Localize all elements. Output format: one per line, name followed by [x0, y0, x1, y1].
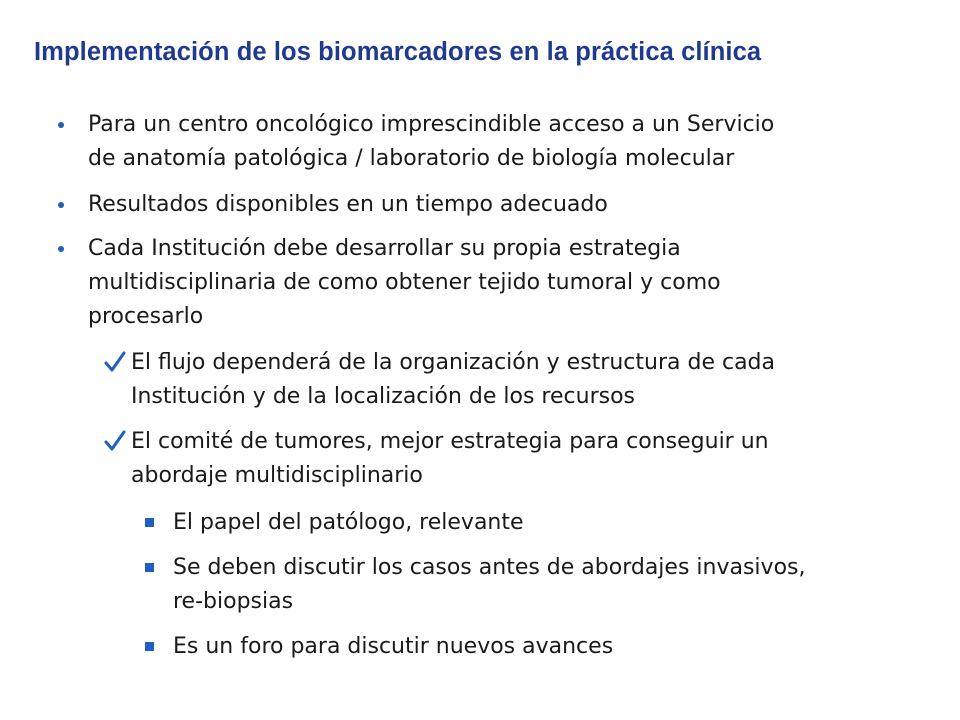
round-bullet-icon — [58, 246, 64, 252]
round-bullet-icon — [58, 122, 64, 128]
square-bullet-icon — [145, 518, 154, 527]
list-item — [145, 506, 933, 540]
list-item-line: procesarlo — [88, 304, 204, 329]
square-bullet-icon — [145, 642, 154, 651]
list-item-line: Para un centro oncológico imprescindible acceso a un Servicio — [88, 112, 775, 137]
list-item — [58, 232, 928, 334]
checkmark-icon — [104, 350, 126, 374]
list-item-line: El papel del patólogo, relevante — [173, 510, 524, 535]
list-item-line: Se deben discutir los casos antes de abordajes invasivos, — [173, 555, 806, 580]
list-item — [145, 630, 933, 664]
checkmark-icon-glyph — [104, 429, 126, 453]
checkmark-icon — [104, 429, 126, 453]
list-item-line: Es un foro para discutir nuevos avances — [173, 634, 614, 659]
round-bullet-icon — [58, 202, 64, 208]
list-item — [58, 108, 928, 176]
list-item — [145, 551, 933, 619]
checkmark-icon-glyph — [104, 350, 126, 374]
list-item — [58, 188, 928, 222]
slide-title: Implementación de los biomarcadores en la práctica clínica — [34, 38, 762, 66]
list-item-line: El comité de tumores, mejor estrategia para conseguir un — [131, 429, 769, 454]
list-item-line: re-biopsias — [173, 589, 294, 614]
list-item-line: multidisciplinaria de como obtener tejido tumoral y como — [88, 270, 721, 295]
list-item-line: El flujo dependerá de la organización y estructura de cada — [131, 350, 775, 375]
list-item-line: abordaje multidisciplinario — [131, 463, 423, 488]
list-item — [104, 346, 931, 414]
list-item-line: Resultados disponibles en un tiempo adecuado — [88, 192, 608, 217]
list-item — [104, 425, 931, 493]
list-item-line: Institución y de la localización de los recursos — [131, 384, 635, 409]
square-bullet-icon — [145, 563, 154, 572]
list-item-line: Cada Institución debe desarrollar su propia estrategia — [88, 236, 681, 261]
list-item-line: de anatomía patológica / laboratorio de biología molecular — [88, 146, 735, 171]
